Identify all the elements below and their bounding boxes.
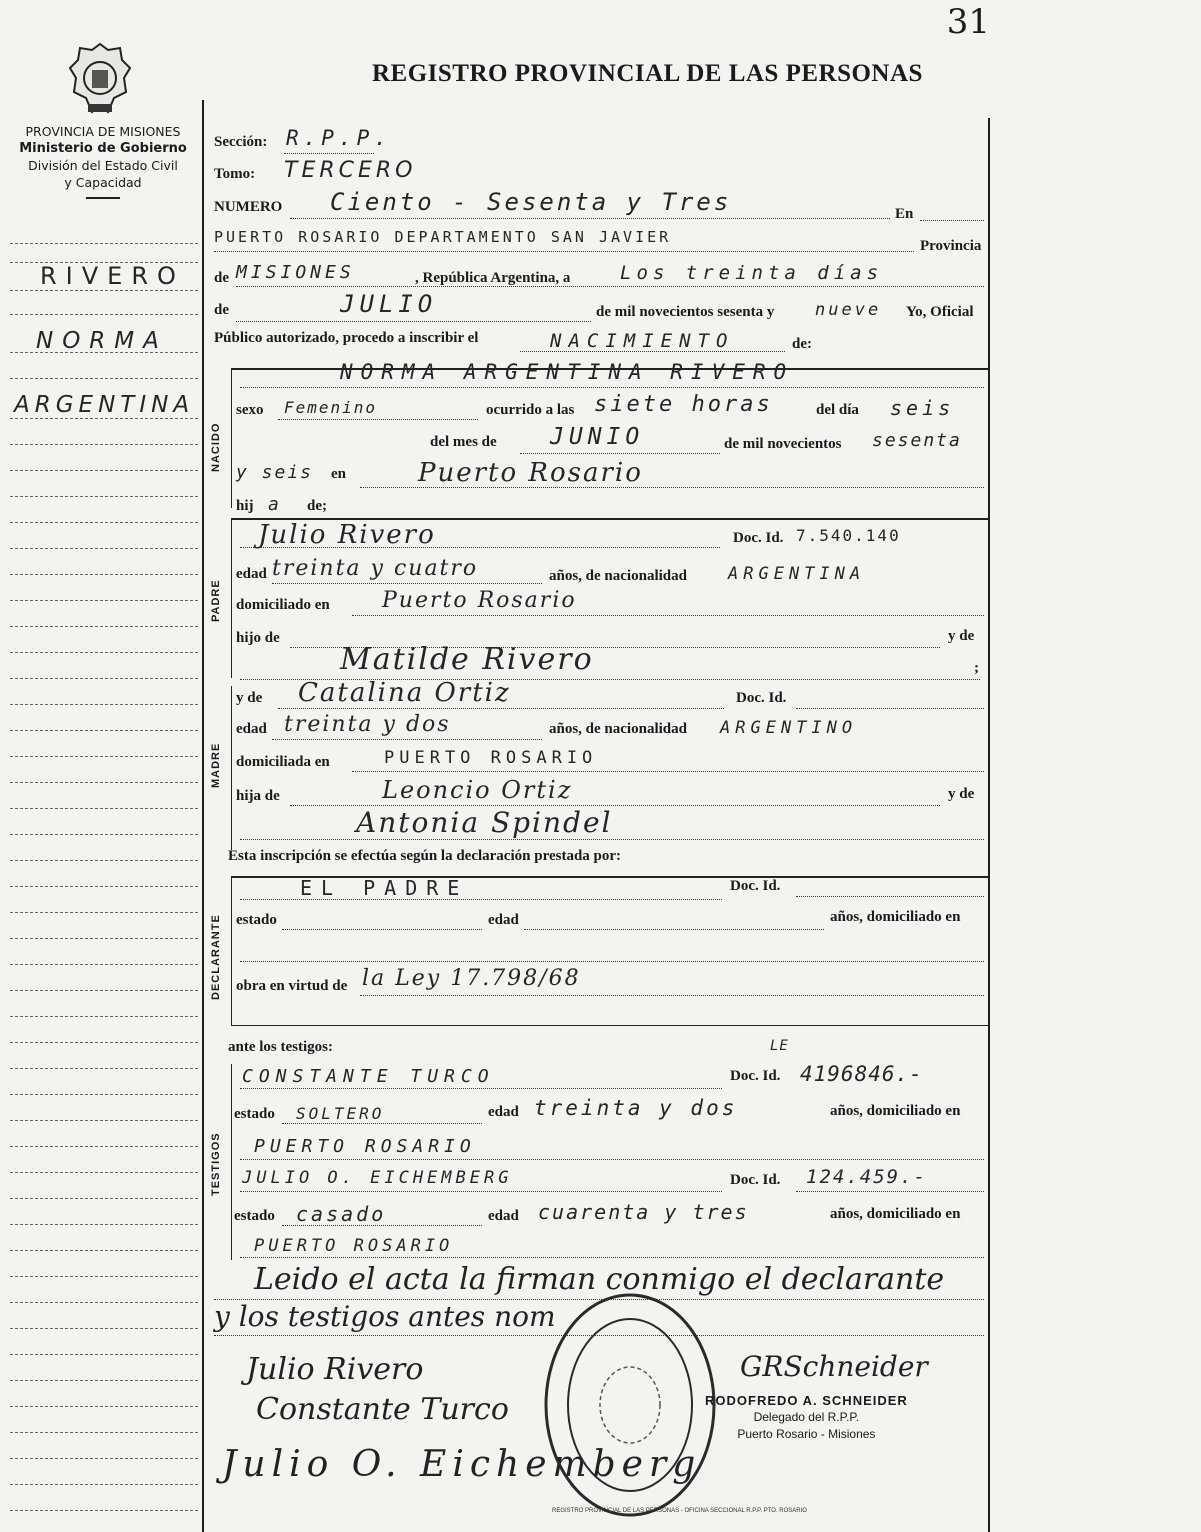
t1-estado-label: estado: [234, 1106, 275, 1122]
t1-anios-label: años, domiciliado en: [830, 1103, 961, 1119]
obra-value: la Ley 17.798/68: [362, 966, 581, 991]
ministry-block: [8, 123, 198, 199]
publico-label: Público autorizado, procedo a inscribir el: [214, 330, 479, 346]
declaracion-label: Esta inscripción se efectúa según la declaración prestada por:: [228, 848, 622, 864]
padre-section-label: PADRE: [210, 579, 222, 622]
column-border-left: [202, 100, 204, 1532]
padre-name: Julio Rivero: [258, 520, 436, 550]
declarante-doc-label: Doc. Id.: [730, 878, 781, 894]
t2-edad-label: edad: [488, 1208, 519, 1224]
madre-dom-label: domiciliada en: [236, 754, 330, 770]
t1-doc-label: Doc. Id.: [730, 1068, 781, 1084]
sidebar-surname: RIVERO: [40, 262, 185, 290]
hij-de-label: de;: [307, 498, 327, 514]
year-label: de mil novecientos sesenta y: [596, 304, 775, 320]
padre-edad-label: edad: [236, 566, 267, 582]
t1-dom: PUERTO ROSARIO: [254, 1136, 476, 1157]
padre-dom-label: domiciliado en: [236, 597, 330, 613]
signature-testigo2: Julio O. Eichemberg: [222, 1444, 702, 1485]
dia-value: seis: [890, 396, 955, 420]
declarante-name: EL PADRE: [300, 876, 469, 900]
t1-estado: SOLTERO: [296, 1104, 385, 1123]
ministry-line1: PROVINCIA DE MISIONES: [25, 124, 181, 139]
madre-bar: [231, 686, 232, 850]
tomo-value: TERCERO: [284, 158, 417, 183]
seccion-value: R.P.P.: [286, 126, 392, 150]
madre-y-de-label: y de: [236, 690, 263, 706]
madre-padre-name: Leoncio Ortiz: [382, 776, 573, 804]
de-label: de: [214, 270, 229, 286]
de2-label: de: [214, 302, 229, 318]
sidebar-first-name: NORMA: [36, 328, 168, 354]
signature-declarante: Julio Rivero: [246, 1352, 424, 1387]
numero-label: NUMERO: [214, 199, 283, 215]
provincia-label: Provincia: [920, 238, 982, 254]
madre-nacionalidad: ARGENTINO: [720, 718, 858, 738]
madre-edad-label: edad: [236, 721, 267, 737]
madre-madre-name: Antonia Spindel: [356, 806, 613, 839]
officer-block: [705, 1392, 908, 1443]
madre-y-de2-label: y de: [948, 786, 975, 802]
madre-hija-label: hija de: [236, 788, 280, 804]
sexo-value: Femenino: [284, 398, 378, 417]
page-number: 31: [946, 2, 990, 42]
madre-dom-value: PUERTO ROSARIO: [384, 748, 598, 768]
declarante-edad-label: edad: [488, 912, 519, 928]
mil-label: de mil novecientos: [724, 436, 842, 452]
en-label: En: [895, 206, 914, 222]
ministry-line2: Ministerio de Gobierno: [19, 141, 187, 156]
year-value: nueve: [815, 300, 882, 320]
day-value: Los treinta días: [620, 262, 884, 284]
de3-label: de:: [792, 336, 812, 352]
declarante-section-label: DECLARANTE: [210, 914, 222, 1000]
lugar-value: Puerto Rosario: [418, 458, 643, 488]
padre-nacionalidad: ARGENTINA: [728, 564, 866, 584]
testigos-section-label: TESTIGOS: [210, 1132, 222, 1196]
t1-edad-label: edad: [488, 1104, 519, 1120]
ministry-line4: y Capacidad: [64, 175, 142, 190]
obra-label: obra en virtud de: [236, 978, 348, 994]
padre-doc-label: Doc. Id.: [733, 530, 784, 546]
hora-value: siete horas: [594, 392, 773, 417]
madre-section-label: MADRE: [210, 742, 222, 788]
nacido-full-name: NORMA ARGENTINA RIVERO: [340, 360, 795, 384]
ministry-underline: [86, 197, 120, 199]
oficial-label: Yo, Oficial: [906, 304, 974, 320]
declarante-anios-label: años, domiciliado en: [830, 909, 961, 925]
nacido-en-label: en: [331, 466, 346, 482]
nacido-bar: [231, 368, 232, 508]
t2-dom: PUERTO ROSARIO: [254, 1236, 454, 1256]
semicolon: ;: [974, 660, 979, 676]
t2-estado: casado: [296, 1202, 387, 1226]
declarante-estado-label: estado: [236, 912, 277, 928]
numero-value: Ciento - Sesenta y Tres: [330, 188, 732, 216]
officer-place: Puerto Rosario - Misiones: [737, 1427, 876, 1441]
month-value: JULIO: [340, 290, 438, 318]
mes-label: del mes de: [430, 434, 497, 450]
signature-testigo1: Constante Turco: [256, 1392, 509, 1427]
padre-edad-value: treinta y cuatro: [272, 556, 479, 581]
declarante-bottom-rule: [232, 1025, 988, 1026]
ocurrido-label: ocurrido a las: [486, 402, 575, 418]
padre-anios-label: años, de nacionalidad: [549, 568, 687, 584]
province-emblem-icon: [68, 42, 132, 118]
padre-dom-value: Puerto Rosario: [382, 588, 577, 613]
anio-value: sesenta: [872, 430, 962, 451]
column-border-right: [988, 118, 990, 1532]
stamp-text: REGISTRO PROVINCIAL DE LAS PERSONAS - OFICINA SECCIONAL R.P.P. PTO. ROSARIO: [552, 1508, 807, 1514]
signature-officer: GRSchneider: [740, 1350, 928, 1383]
anio2-value: y seis: [236, 462, 314, 483]
t2-edad: cuarenta y tres: [538, 1200, 749, 1224]
nacido-section-label: NACIDO: [210, 422, 222, 472]
del-dia-label: del día: [816, 402, 859, 418]
madre-edad-value: treinta y dos: [284, 712, 451, 737]
padre-y-de-label: y de: [948, 628, 975, 644]
republica-label: , República Argentina, a: [415, 270, 571, 286]
t2-name: JULIO O. EICHEMBERG: [242, 1168, 513, 1188]
padre-doc-value: 7.540.140: [796, 526, 901, 545]
tomo-label: Tomo:: [214, 166, 256, 182]
sexo-label: sexo: [236, 402, 264, 418]
ministry-line3: División del Estado Civil: [28, 158, 178, 173]
t2-doc-label: Doc. Id.: [730, 1172, 781, 1188]
sidebar-second-name: ARGENTINA: [14, 392, 195, 418]
hij-value: a: [268, 494, 284, 515]
testigos-label: ante los testigos:: [228, 1039, 333, 1055]
officer-name: RODOFREDO A. SCHNEIDER: [705, 1393, 908, 1408]
officer-title: Delegado del R.P.P.: [753, 1410, 860, 1424]
t1-doc: 4196846.-: [800, 1062, 923, 1086]
madre-anios-label: años, de nacionalidad: [549, 721, 687, 737]
closing-line2: y los testigos antes nom: [214, 1300, 556, 1333]
padre-hijo-label: hijo de: [236, 630, 280, 646]
hij-label: hij: [236, 498, 254, 514]
t1-doc-prefix: LE: [770, 1038, 789, 1054]
province-value: MISIONES: [236, 262, 355, 283]
t1-edad: treinta y dos: [534, 1096, 738, 1120]
t2-estado-label: estado: [234, 1208, 275, 1224]
seccion-label: Sección:: [214, 134, 268, 150]
t1-name: CONSTANTE TURCO: [242, 1066, 495, 1087]
place-value: PUERTO ROSARIO DEPARTAMENTO SAN JAVIER: [214, 228, 672, 246]
page-title: REGISTRO PROVINCIAL DE LAS PERSONAS: [372, 60, 923, 87]
padre-bar: [231, 518, 232, 678]
madre-name: Catalina Ortiz: [298, 678, 511, 708]
t2-anios-label: años, domiciliado en: [830, 1206, 961, 1222]
madre-doc-label: Doc. Id.: [736, 690, 787, 706]
act-value: NACIMIENTO: [550, 330, 735, 352]
declarante-bar: [231, 876, 232, 1026]
t2-doc: 124.459.-: [806, 1166, 927, 1188]
testigos-bar: [231, 1064, 232, 1260]
mes-value: JUNIO: [550, 424, 645, 450]
closing-line1: Leido el acta la firman conmigo el declarante: [254, 1262, 945, 1297]
padre-madre-name: Matilde Rivero: [340, 642, 594, 677]
